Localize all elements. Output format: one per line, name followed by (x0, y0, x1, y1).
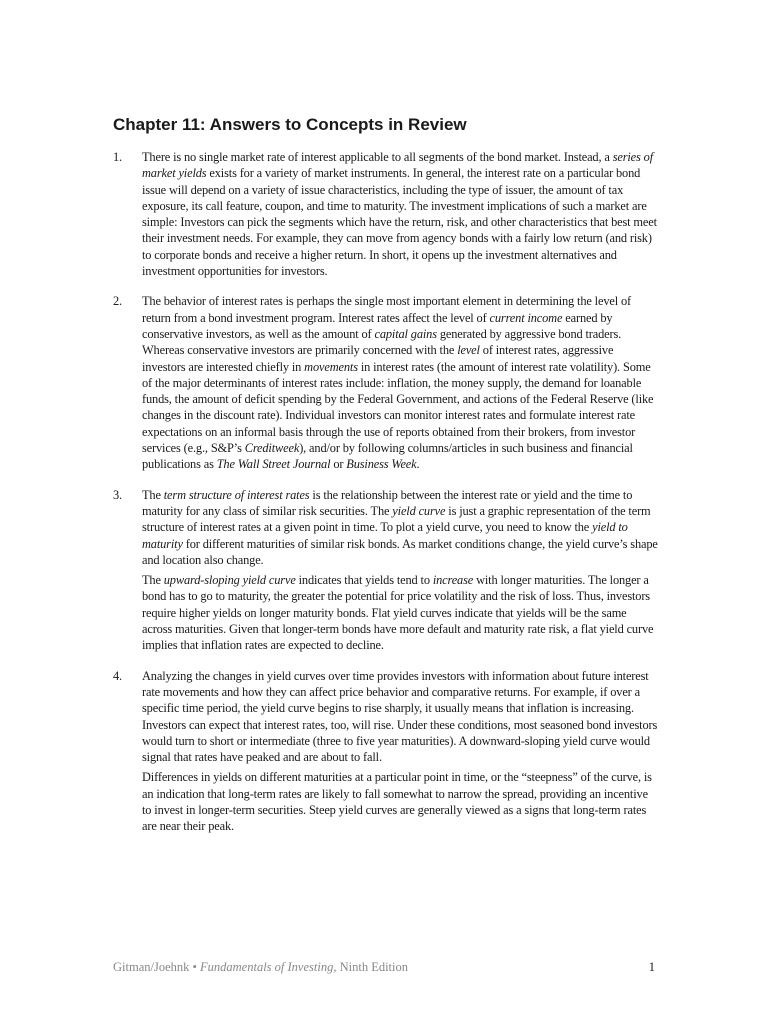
item-paragraph (142, 293, 658, 472)
italic-text: increase (432, 573, 474, 588)
list-item (113, 149, 658, 279)
text-run: with longer maturities. The longer a bond has to go to maturity, the greater the potential for price volatility and the risk of loss. Thus, investors require higher yields on longer maturity bonds. Flat yield curves indicate that yields will be the same across maturities. Given that longer-term bonds have more default and maturity rate risk, a flat yield curve implies that inflation rates are expected to decline. (142, 573, 654, 653)
item-paragraph (142, 149, 658, 279)
list-item (113, 293, 658, 472)
item-number: 1. (113, 150, 122, 164)
text-run: is the relationship between the interest rate or yield and the time to maturity for any class of similar risk securities. The (142, 487, 633, 518)
text-run: The (142, 573, 164, 588)
footer-citation (113, 960, 408, 975)
italic-text: Creditweek (244, 441, 300, 456)
item-paragraph (142, 769, 658, 834)
italic-text: level (457, 343, 480, 358)
footer-book-title: Fundamentals of Investing, (200, 960, 337, 974)
page-footer (113, 960, 655, 975)
item-paragraph (142, 487, 658, 568)
italic-text: The Wall Street Journal (216, 457, 331, 472)
text-run: generated by aggressive bond traders. Whereas conservative investors are primarily concerned with the (142, 326, 622, 358)
answers-list (113, 149, 658, 849)
chapter-title: Chapter 11: Answers to Concepts in Review (113, 115, 467, 134)
italic-text: yield curve (392, 503, 446, 518)
text-run: ), and/or by following columns/articles in such business and financial publications as (142, 441, 633, 472)
text-run: The behavior of interest rates is perhaps the single most important element in determining the level of return from a bond investment program. Interest rates affect the level of (142, 294, 631, 325)
text-run: for different maturities of similar risk bonds. As market conditions change, the yield curve’s shape and location also change. (142, 536, 658, 567)
item-number: 3. (113, 487, 122, 502)
italic-text: current income (489, 310, 563, 325)
page-number: 1 (648, 960, 655, 974)
item-number: 4. (113, 668, 122, 683)
italic-text: movements (304, 359, 358, 374)
italic-text: yield to maturity (142, 520, 628, 551)
list-item (113, 668, 658, 835)
text-run: exists for a variety of market instruments. In general, the interest rate on a particular bond issue will depend on a variety of issue characteristics, including the type of issuer, the amount of tax exposure, its call feature, coupon, and time to maturity. The investment implications of such a market are simple: Investors can pick the segments which have the return, risk, and other characteristics that best meet their investment needs. For example, they can move from agency bonds with a fairly low return (and risk) to corporate bonds and receive a higher return. In short, it opens up the investment alternatives and investment opportunities for investors. (142, 166, 657, 279)
text-run: The (142, 487, 164, 502)
footer-authors: Gitman/Joehnk • (113, 960, 201, 974)
italic-text: upward-sloping yield curve (163, 573, 296, 588)
text-run: is just a graphic representation of the term structure of interest rates at a given point in time. To plot a yield curve, you need to know the (142, 503, 651, 535)
item-number: 2. (113, 294, 122, 309)
text-run: indicates that yields tend to (295, 573, 433, 588)
italic-text: capital gains (374, 326, 437, 341)
text-run: or (330, 457, 347, 472)
italic-text: series of market yields (142, 150, 653, 181)
item-paragraph (142, 572, 658, 653)
italic-text: term structure of interest rates (163, 487, 310, 502)
text-run: There is no single market rate of interest applicable to all segments of the bond market. Instead, a (142, 150, 613, 164)
list-item (113, 487, 658, 654)
text-run: earned by conservative investors, as well as the amount of (142, 310, 613, 341)
footer-edition: Ninth Edition (336, 960, 408, 974)
text-run: . (416, 457, 420, 472)
text-run: in interest rates (the amount of interest rate volatility). Some of the major determinants of interest rates include: inflation, the money supply, the demand for loanable funds, the amount of deficit spending by the Federal Government, and actions of the Federal Reserve (like changes in the discount rate). Individual investors can monitor interest rates and formulate interest rate expectations on an informal basis through the use of reports obtained from their brokers, from investor services (e.g., S&P’s (142, 359, 654, 456)
text-run: Analyzing the changes in yield curves over time provides investors with information about future interest rate movements and how they can affect price behavior and comparative returns. For example, if over a specific time period, the yield curve begins to rise sharply, it usually means that inflation is increasing. Investors can expect that interest rates, too, will rise. Under these conditions, most seasoned bond investors would turn to short or intermediate (three to five year maturities). A downward-sloping yield curve would signal that rates have peaked and are about to fall. (142, 668, 658, 765)
item-paragraph (142, 668, 658, 766)
text-run: of interest rates, aggressive investors are interested chiefly in (142, 343, 614, 374)
text-run: Differences in yields on different maturities at a particular point in time, or the “steepness” of the curve, is an indication that long-term rates are likely to fall somewhat to narrow the spread, providing an incentive to invest in longer-term securities. Steep yield curves are generally viewed as a signs that long-term rates are near their peak. (142, 770, 652, 834)
italic-text: Business Week (346, 457, 417, 472)
